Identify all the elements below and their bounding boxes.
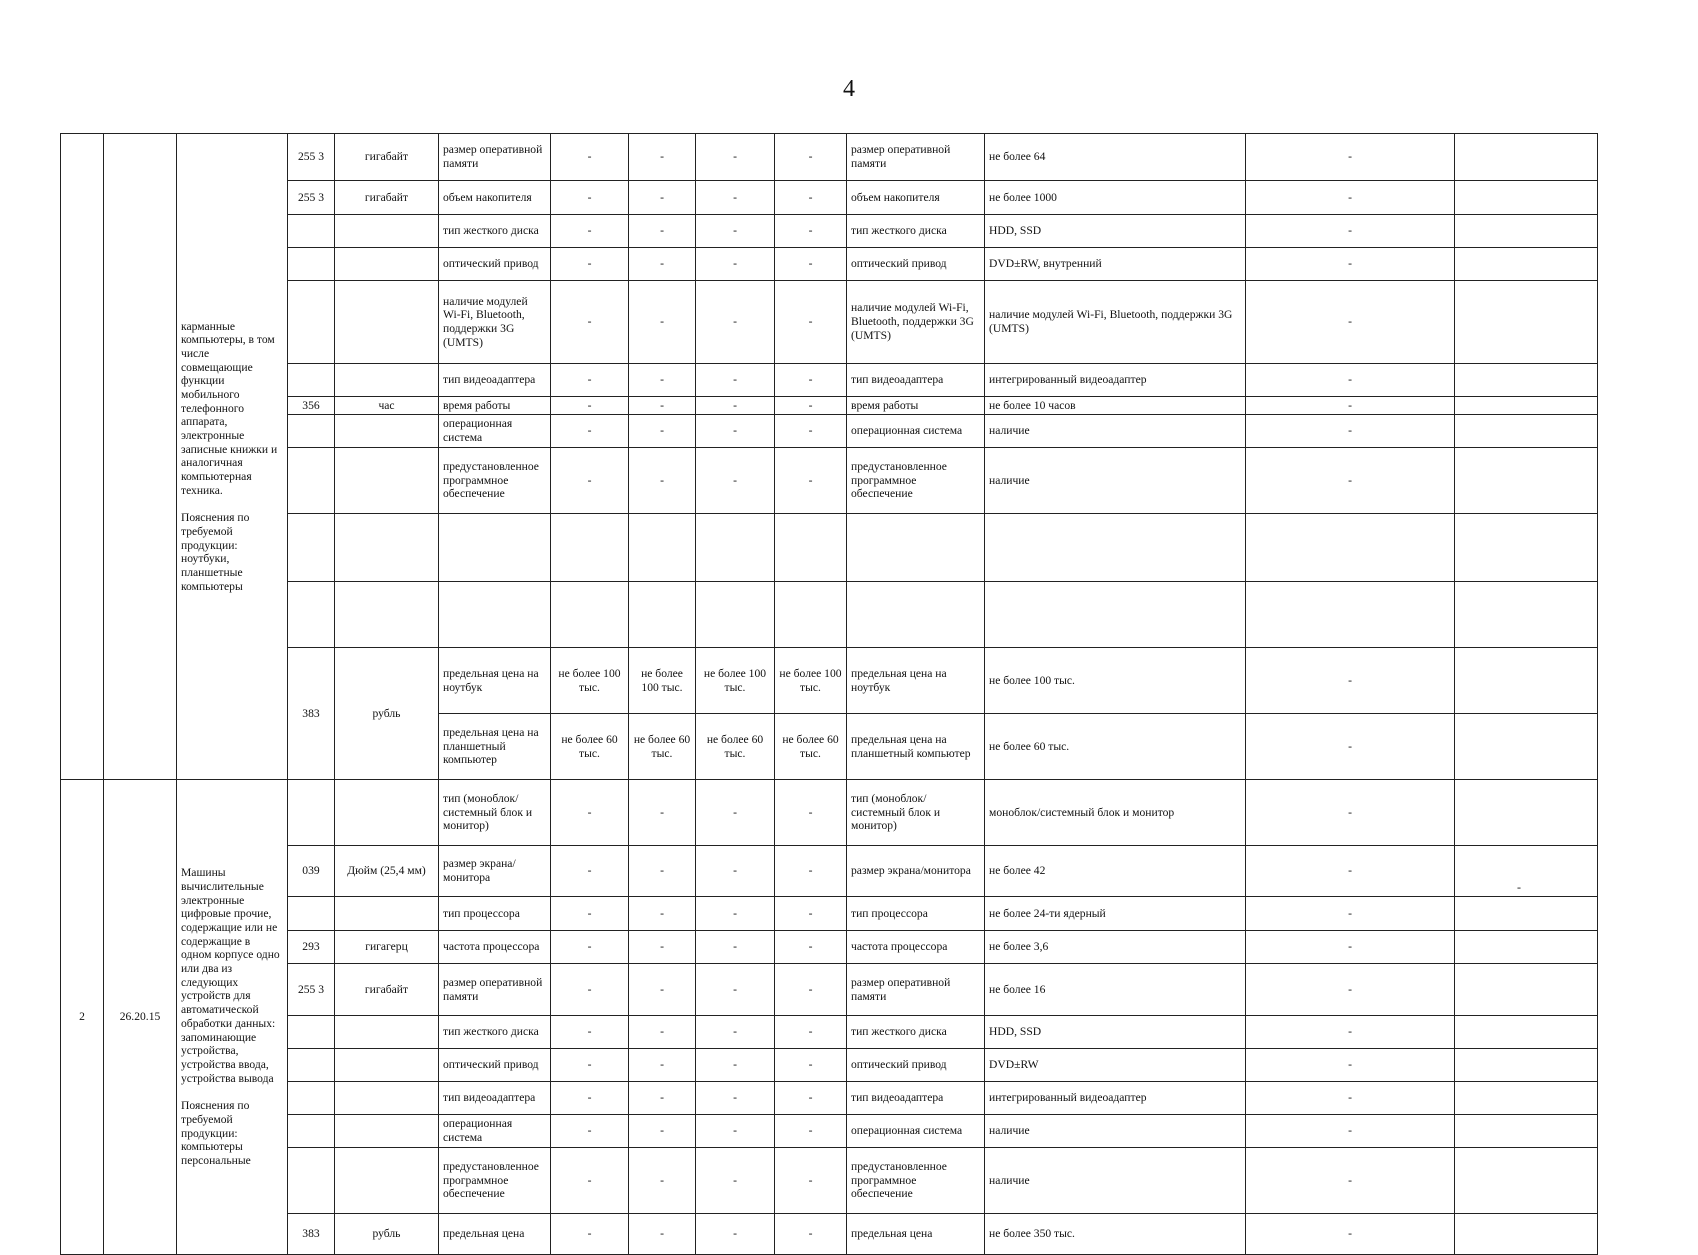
okei-code	[288, 897, 335, 931]
characteristic-approved: размер экрана/монитора	[847, 846, 985, 897]
unit-name	[335, 281, 439, 364]
value-cell: -	[551, 964, 629, 1016]
product-note: Пояснения по требуемой продукции: ноутбуки, планшетные компьютеры	[181, 511, 250, 593]
value-cell: -	[775, 281, 847, 364]
empty-cell	[1455, 931, 1598, 964]
value-cell: -	[551, 931, 629, 964]
value-cell: -	[629, 181, 696, 215]
row-number	[61, 134, 104, 780]
value-cell	[629, 582, 696, 648]
empty-cell	[1455, 714, 1598, 780]
empty-cell	[1455, 281, 1598, 364]
table-row	[61, 364, 1598, 397]
empty-cell	[1455, 514, 1598, 582]
justification: -	[1246, 964, 1455, 1016]
value-approved: не более 350 тыс.	[985, 1214, 1246, 1255]
table-row	[61, 1115, 1598, 1148]
value-cell: -	[629, 281, 696, 364]
value-approved: не более 42	[985, 846, 1246, 897]
empty-cell	[1455, 780, 1598, 846]
value-cell: -	[775, 897, 847, 931]
value-cell: -	[551, 415, 629, 448]
value-cell: -	[629, 1148, 696, 1214]
unit-name: гигабайт	[335, 134, 439, 181]
characteristic-approved: тип (моноблок/системный блок и монитор)	[847, 780, 985, 846]
okei-code: 039	[288, 846, 335, 897]
value-cell: -	[629, 215, 696, 248]
characteristic: частота процессора	[439, 931, 551, 964]
unit-name	[335, 215, 439, 248]
value-approved: наличие	[985, 1148, 1246, 1214]
justification	[1246, 514, 1455, 582]
empty-cell	[1455, 448, 1598, 514]
justification: -	[1246, 714, 1455, 780]
unit-name	[335, 364, 439, 397]
unit-name	[335, 1016, 439, 1049]
characteristic: размер оперативной памяти	[439, 134, 551, 181]
value-cell: -	[775, 846, 847, 897]
value-cell: -	[696, 181, 775, 215]
value-cell: -	[551, 215, 629, 248]
value-cell: -	[551, 1148, 629, 1214]
value-cell: не более 60 тыс.	[696, 714, 775, 780]
characteristic-approved: тип жесткого диска	[847, 1016, 985, 1049]
characteristic	[439, 582, 551, 648]
empty-cell	[1455, 846, 1598, 897]
unit-name	[335, 897, 439, 931]
value-approved: DVD±RW	[985, 1049, 1246, 1082]
value-cell: -	[775, 1148, 847, 1214]
value-cell: -	[551, 364, 629, 397]
table-row	[61, 897, 1598, 931]
unit-name	[335, 1049, 439, 1082]
value-cell: -	[696, 1214, 775, 1255]
value-approved: не более 3,6	[985, 931, 1246, 964]
value-cell: -	[696, 1115, 775, 1148]
characteristic: тип (моноблок/системный блок и монитор)	[439, 780, 551, 846]
unit-name: Дюйм (25,4 мм)	[335, 846, 439, 897]
characteristic: предустановленное программное обеспечение	[439, 448, 551, 514]
product-name: карманные компьютеры, в том числе совмещающие функции мобильного телефонного аппарата, электронные записные книжки и аналогичная компьютерная техника.	[181, 319, 278, 497]
okei-code	[288, 1016, 335, 1049]
value-cell: -	[775, 1016, 847, 1049]
justification: -	[1246, 1148, 1455, 1214]
value-cell: -	[775, 1214, 847, 1255]
value-approved: интегрированный видеоадаптер	[985, 364, 1246, 397]
value-cell: -	[551, 281, 629, 364]
characteristic-approved: время работы	[847, 397, 985, 415]
value-cell: -	[775, 415, 847, 448]
value-cell: -	[629, 415, 696, 448]
table-row	[61, 514, 1598, 582]
unit-name	[335, 514, 439, 582]
value-cell: -	[629, 1049, 696, 1082]
value-cell: -	[775, 134, 847, 181]
value-approved	[985, 582, 1246, 648]
row-number: 2	[61, 780, 104, 1255]
value-approved: наличие	[985, 448, 1246, 514]
value-approved: не более 100 тыс.	[985, 648, 1246, 714]
okei-code	[288, 582, 335, 648]
table-row	[61, 1016, 1598, 1049]
value-approved: наличие	[985, 415, 1246, 448]
empty-cell	[1455, 1049, 1598, 1082]
okei-code	[288, 448, 335, 514]
okei-code	[288, 1148, 335, 1214]
okei-code	[288, 1049, 335, 1082]
value-cell: -	[629, 1115, 696, 1148]
okei-code	[288, 780, 335, 846]
value-approved: не более 1000	[985, 181, 1246, 215]
product-name-cell	[177, 780, 288, 1255]
characteristic-approved: тип жесткого диска	[847, 215, 985, 248]
value-cell	[696, 582, 775, 648]
unit-name	[335, 448, 439, 514]
value-cell: -	[775, 215, 847, 248]
value-cell: -	[629, 897, 696, 931]
characteristic-approved: предельная цена	[847, 1214, 985, 1255]
value-approved: HDD, SSD	[985, 215, 1246, 248]
empty-cell	[1455, 648, 1598, 714]
empty-cell	[1455, 582, 1598, 648]
justification: -	[1246, 397, 1455, 415]
characteristic-approved: частота процессора	[847, 931, 985, 964]
value-approved	[985, 514, 1246, 582]
value-cell	[696, 514, 775, 582]
characteristic: оптический привод	[439, 1049, 551, 1082]
table-row	[61, 397, 1598, 415]
unit-name: гигабайт	[335, 181, 439, 215]
table-row	[61, 134, 1598, 181]
value-cell: не более 60 тыс.	[775, 714, 847, 780]
value-cell: -	[696, 397, 775, 415]
value-cell	[551, 514, 629, 582]
empty-cell	[1455, 1148, 1598, 1214]
value-cell: -	[775, 964, 847, 1016]
value-cell	[551, 582, 629, 648]
table-row	[61, 1214, 1598, 1255]
characteristic: предустановленное программное обеспечение	[439, 1148, 551, 1214]
justification: -	[1246, 281, 1455, 364]
unit-name: час	[335, 397, 439, 415]
value-cell: не более 60 тыс.	[551, 714, 629, 780]
value-cell: -	[629, 134, 696, 181]
characteristic-approved: размер оперативной памяти	[847, 964, 985, 1016]
value-cell: -	[551, 897, 629, 931]
value-cell: -	[551, 134, 629, 181]
value-cell: -	[696, 846, 775, 897]
empty-cell	[1455, 897, 1598, 931]
value-cell: -	[696, 897, 775, 931]
value-cell: -	[775, 248, 847, 281]
justification: -	[1246, 846, 1455, 897]
value-approved: интегрированный видеоадаптер	[985, 1082, 1246, 1115]
characteristic: операционная система	[439, 1115, 551, 1148]
empty-cell	[1455, 1214, 1598, 1255]
unit-name	[335, 582, 439, 648]
stray-mark: -	[1517, 880, 1521, 894]
characteristic-approved: тип видеоадаптера	[847, 364, 985, 397]
characteristic-approved: операционная система	[847, 415, 985, 448]
value-cell: -	[696, 1016, 775, 1049]
table-row	[61, 215, 1598, 248]
table-row	[61, 1049, 1598, 1082]
empty-cell	[1455, 1082, 1598, 1115]
value-cell: -	[551, 1016, 629, 1049]
okei-code	[288, 514, 335, 582]
value-cell: -	[551, 448, 629, 514]
empty-cell	[1455, 397, 1598, 415]
okei-code	[288, 1115, 335, 1148]
value-cell: -	[629, 780, 696, 846]
value-cell: -	[629, 397, 696, 415]
table-row	[61, 248, 1598, 281]
characteristic-approved: предельная цена на ноутбук	[847, 648, 985, 714]
empty-cell	[1455, 134, 1598, 181]
justification: -	[1246, 897, 1455, 931]
characteristic: наличие модулей Wi-Fi, Bluetooth, поддержки 3G (UMTS)	[439, 281, 551, 364]
okei-code: 255 3	[288, 181, 335, 215]
characteristic: предельная цена на ноутбук	[439, 648, 551, 714]
characteristic: размер экрана/монитора	[439, 846, 551, 897]
value-cell: -	[696, 931, 775, 964]
table-row	[61, 648, 1598, 714]
characteristic: операционная система	[439, 415, 551, 448]
value-cell: -	[775, 448, 847, 514]
value-cell: не более 60 тыс.	[629, 714, 696, 780]
justification: -	[1246, 415, 1455, 448]
table-row	[61, 780, 1598, 846]
characteristic: время работы	[439, 397, 551, 415]
table-row	[61, 846, 1598, 897]
justification: -	[1246, 181, 1455, 215]
empty-cell	[1455, 364, 1598, 397]
value-cell: -	[696, 448, 775, 514]
value-cell: -	[551, 846, 629, 897]
justification: -	[1246, 248, 1455, 281]
value-approved: не более 64	[985, 134, 1246, 181]
empty-cell	[1455, 1115, 1598, 1148]
justification: -	[1246, 1082, 1455, 1115]
value-approved: не более 24-ти ядерный	[985, 897, 1246, 931]
justification: -	[1246, 1214, 1455, 1255]
table-row	[61, 1148, 1598, 1214]
justification: -	[1246, 931, 1455, 964]
characteristic-approved: операционная система	[847, 1115, 985, 1148]
table-row	[61, 1082, 1598, 1115]
value-cell: -	[696, 215, 775, 248]
value-approved: не более 10 часов	[985, 397, 1246, 415]
justification: -	[1246, 134, 1455, 181]
empty-cell	[1455, 215, 1598, 248]
value-cell: не более 100 тыс.	[775, 648, 847, 714]
value-cell: не более 100 тыс.	[696, 648, 775, 714]
unit-name	[335, 780, 439, 846]
characteristic: объем накопителя	[439, 181, 551, 215]
value-cell: -	[551, 780, 629, 846]
characteristic-approved: предельная цена на планшетный компьютер	[847, 714, 985, 780]
okei-code: 383	[288, 648, 335, 780]
value-cell: -	[775, 1082, 847, 1115]
value-cell	[629, 514, 696, 582]
value-cell: -	[696, 1148, 775, 1214]
characteristic: тип жесткого диска	[439, 1016, 551, 1049]
justification: -	[1246, 780, 1455, 846]
value-approved: HDD, SSD	[985, 1016, 1246, 1049]
okei-code	[288, 364, 335, 397]
justification: -	[1246, 648, 1455, 714]
value-cell: -	[696, 248, 775, 281]
value-approved: DVD±RW, внутренний	[985, 248, 1246, 281]
value-cell: -	[696, 780, 775, 846]
unit-name: гигабайт	[335, 964, 439, 1016]
okei-code: 255 3	[288, 134, 335, 181]
value-cell: -	[629, 931, 696, 964]
table-row	[61, 448, 1598, 514]
characteristic: тип жесткого диска	[439, 215, 551, 248]
empty-cell	[1455, 964, 1598, 1016]
okpd-code	[104, 134, 177, 780]
characteristic: предельная цена на планшетный компьютер	[439, 714, 551, 780]
okei-code	[288, 248, 335, 281]
table-row	[61, 415, 1598, 448]
value-cell: -	[629, 964, 696, 1016]
characteristic: тип видеоадаптера	[439, 1082, 551, 1115]
value-cell: не более 100 тыс.	[551, 648, 629, 714]
value-cell: -	[696, 281, 775, 364]
value-cell: -	[696, 1082, 775, 1115]
unit-name: рубль	[335, 1214, 439, 1255]
empty-cell	[1455, 248, 1598, 281]
value-cell: -	[551, 181, 629, 215]
value-cell: -	[696, 364, 775, 397]
value-cell: -	[629, 448, 696, 514]
justification: -	[1246, 1115, 1455, 1148]
value-cell: -	[551, 1049, 629, 1082]
value-cell: -	[775, 1115, 847, 1148]
value-approved: наличие модулей Wi-Fi, Bluetooth, поддержки 3G (UMTS)	[985, 281, 1246, 364]
value-cell: -	[551, 1115, 629, 1148]
value-cell: -	[775, 780, 847, 846]
okei-code: 356	[288, 397, 335, 415]
justification: -	[1246, 364, 1455, 397]
unit-name	[335, 248, 439, 281]
empty-cell	[1455, 415, 1598, 448]
okei-code: 383	[288, 1214, 335, 1255]
value-approved: наличие	[985, 1115, 1246, 1148]
product-name-cell	[177, 134, 288, 780]
okei-code	[288, 415, 335, 448]
value-cell: -	[551, 1214, 629, 1255]
okei-code	[288, 215, 335, 248]
value-cell: не более 100 тыс.	[629, 648, 696, 714]
characteristic-approved	[847, 514, 985, 582]
table-row	[61, 281, 1598, 364]
unit-name	[335, 415, 439, 448]
value-cell: -	[629, 1016, 696, 1049]
value-cell: -	[629, 846, 696, 897]
okei-code: 293	[288, 931, 335, 964]
value-cell: -	[696, 415, 775, 448]
value-cell: -	[629, 248, 696, 281]
characteristic-approved	[847, 582, 985, 648]
product-note: Пояснения по требуемой продукции: компьютеры персональные	[181, 1099, 251, 1167]
product-name: Машины вычислительные электронные цифровые прочие, содержащие или не содержащие в одном корпусе одно или два из следующих устройств для автоматической обработки данных: запоминающие устройства, устройства ввода, устройства вывода	[181, 866, 280, 1085]
table-row	[61, 181, 1598, 215]
justification: -	[1246, 215, 1455, 248]
value-approved: моноблок/системный блок и монитор	[985, 780, 1246, 846]
characteristic: размер оперативной памяти	[439, 964, 551, 1016]
value-cell: -	[629, 1214, 696, 1255]
characteristic	[439, 514, 551, 582]
justification: -	[1246, 1049, 1455, 1082]
value-cell: -	[775, 364, 847, 397]
characteristic: предельная цена	[439, 1214, 551, 1255]
value-cell: -	[551, 1082, 629, 1115]
value-approved: не более 16	[985, 964, 1246, 1016]
table-row	[61, 582, 1598, 648]
characteristic-approved: наличие модулей Wi-Fi, Bluetooth, поддержки 3G (UMTS)	[847, 281, 985, 364]
value-cell: -	[775, 181, 847, 215]
unit-name: гигагерц	[335, 931, 439, 964]
characteristic-approved: предустановленное программное обеспечение	[847, 448, 985, 514]
characteristic-approved: тип видеоадаптера	[847, 1082, 985, 1115]
characteristic: оптический привод	[439, 248, 551, 281]
table-body	[61, 134, 1598, 1255]
value-cell	[775, 514, 847, 582]
value-cell: -	[775, 931, 847, 964]
justification: -	[1246, 1016, 1455, 1049]
okei-code	[288, 1082, 335, 1115]
characteristic: тип процессора	[439, 897, 551, 931]
empty-cell	[1455, 1016, 1598, 1049]
characteristic-approved: оптический привод	[847, 248, 985, 281]
empty-cell	[1455, 181, 1598, 215]
page-number: 4	[843, 76, 855, 102]
value-cell: -	[629, 1082, 696, 1115]
unit-name: рубль	[335, 648, 439, 780]
unit-name	[335, 1148, 439, 1214]
table-row	[61, 931, 1598, 964]
characteristic: тип видеоадаптера	[439, 364, 551, 397]
characteristic-approved: оптический привод	[847, 1049, 985, 1082]
value-cell: -	[551, 397, 629, 415]
unit-name	[335, 1082, 439, 1115]
value-cell: -	[629, 364, 696, 397]
value-cell: -	[696, 134, 775, 181]
value-cell: -	[775, 1049, 847, 1082]
unit-name	[335, 1115, 439, 1148]
requirements-table	[60, 133, 1598, 1255]
value-cell: -	[696, 1049, 775, 1082]
characteristic-approved: объем накопителя	[847, 181, 985, 215]
characteristic-approved: размер оперативной памяти	[847, 134, 985, 181]
value-approved: не более 60 тыс.	[985, 714, 1246, 780]
table-row	[61, 964, 1598, 1016]
okpd-code: 26.20.15	[104, 780, 177, 1255]
okei-code: 255 3	[288, 964, 335, 1016]
characteristic-approved: тип процессора	[847, 897, 985, 931]
value-cell	[775, 582, 847, 648]
value-cell: -	[551, 248, 629, 281]
okei-code	[288, 281, 335, 364]
justification: -	[1246, 448, 1455, 514]
characteristic-approved: предустановленное программное обеспечение	[847, 1148, 985, 1214]
justification	[1246, 582, 1455, 648]
value-cell: -	[775, 397, 847, 415]
value-cell: -	[696, 964, 775, 1016]
